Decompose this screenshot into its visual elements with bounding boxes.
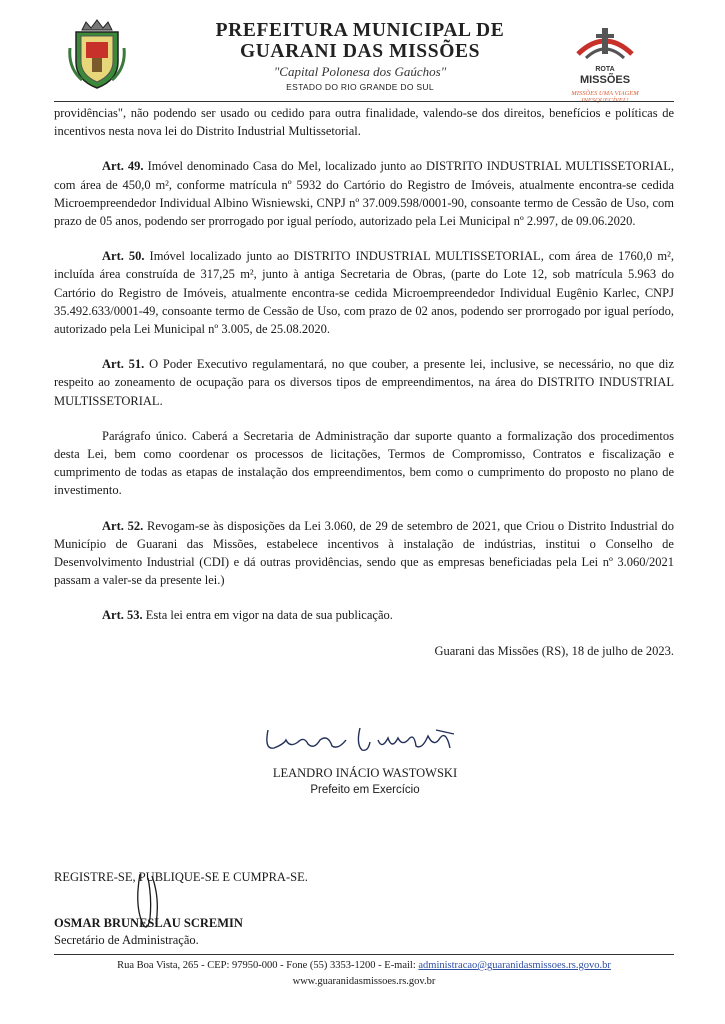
rota-slogan-line1: MISSÕES UMA VIAGEM xyxy=(571,90,639,97)
rota-label-large: MISSÕES xyxy=(579,74,631,86)
header-state: ESTADO DO RIO GRANDE DO SUL xyxy=(286,82,434,92)
mayor-signature-block xyxy=(250,722,480,799)
header-motto: "Capital Polonesa dos Gaúchos" xyxy=(273,64,447,79)
article-49-text: Imóvel denominado Casa do Mel, localizado junto ao DISTRITO INDUSTRIAL MULTISSETORIAL, com área de 450,0 m², conforme matrícula nº 5932 do Cartório do Registro de Imóveis, atualmente encontra-se cedida Microempreendedor Individual Albino Wisniewski, CNPJ nº 37.009.598/0001-90, consoante termo de Cessão de Uso, com prazo de 05 anos, podendo ser prorrogado por igual período, autorizado pela Lei Municipal nº 2.997, de 09.06.2020. xyxy=(54,159,674,229)
mayor-name: LEANDRO INÁCIO WASTOWSKI xyxy=(272,766,458,780)
place-and-date: Guarani das Missões (RS), 18 de julho de 2023. xyxy=(434,643,674,658)
article-51-label: Art. 51. xyxy=(102,357,145,372)
secretary-role: Secretário de Administração. xyxy=(54,933,199,947)
page-footer xyxy=(54,958,674,990)
article-49 xyxy=(54,157,674,230)
article-50-label: Art. 50. xyxy=(102,249,145,264)
header-divider xyxy=(54,101,674,102)
paragrafo-unico: Parágrafo único. Caberá a Secretaria de Administração dar suporte quanto a formalização dos procedimentos desta Lei, bem como coordenar os processos de licitações, Termos de Compromisso, Contratos e fiscalização e cumprimento de todas as etapas de instalação dos empreendimentos, bem como o cumprimento do proposto no plano de investimento. xyxy=(54,428,674,498)
registre-publique-cumpra: REGISTRE-SE, PUBLIQUE-SE E CUMPRA-SE. xyxy=(54,870,308,884)
header-title-line1: PREFEITURA MUNICIPAL DE xyxy=(215,20,505,41)
rota-missoes-emblem-icon xyxy=(560,22,650,66)
article-49-label: Art. 49. xyxy=(102,159,144,174)
article-52-label: Art. 52. xyxy=(102,518,144,533)
article-51 xyxy=(54,355,674,410)
article-53-label: Art. 53. xyxy=(102,608,143,623)
mayor-role: Prefeito em Exercício xyxy=(310,784,420,796)
article-50 xyxy=(54,247,674,338)
header-title-line2: GUARANI DAS MISSÕES xyxy=(239,41,481,62)
article-53-text: Esta lei entra em vigor na data de sua publicação. xyxy=(145,608,393,623)
document-body xyxy=(54,104,674,660)
article-50-text: Imóvel localizado junto ao DISTRITO INDUSTRIAL MULTISSETORIAL, com área de 1760,0 m², incluída área construída de 317,25 m², junto à antiga Secretaria de Obras, (parte do Lote 12, sob matrícula 5.963 do Cartório do Registro de Imóveis, atualmente encontra-se cedida Microempreendedor Individual Eugênio Karlec, CNPJ 35.492.633/0001-49, consoante termo de Cessão de Uso, com prazo de 02 anos, podendo ser prorrogado por igual período, autorizado pela Lei Municipal nº 3.005, de 25.08.2020. xyxy=(54,249,674,337)
footer-contact-line xyxy=(54,958,674,974)
footer-website[interactable]: www.guaranidasmissoes.rs.gov.br xyxy=(292,976,436,987)
footer-divider xyxy=(54,954,674,955)
rota-missoes-logo xyxy=(560,22,650,102)
article-52 xyxy=(54,517,674,590)
secretary-name: OSMAR BRUNESLAU SCREMIN xyxy=(54,916,243,930)
continuation-paragraph: providências", não podendo ser usado ou cedido para outra finalidade, valendo-se dos direitos, benefícios e políticas de incentivos nesta nova lei do Distrito Industrial Multissetorial. xyxy=(54,106,674,139)
handwritten-signature xyxy=(250,722,480,756)
municipal-crest-logo xyxy=(68,18,126,90)
article-52-text: Revogam-se às disposições da Lei 3.060, de 29 de setembro de 2021, que Criou o Distrito Industrial do Município de Guarani das Missões, estabelece incentivos à instalação de indústrias, institui o Conselho de Desenvolvimento Industrial (CDI) e dá outras providências, sendo que as empresas beneficiadas pela Lei nº 3.060/2021 passam a valer-se da presente lei.) xyxy=(54,518,674,588)
footer-address: Rua Boa Vista, 265 - CEP: 97950-000 - Fone (55) 3353-1200 - E-mail: xyxy=(117,960,419,971)
article-53 xyxy=(54,606,674,624)
article-51-text: O Poder Executivo regulamentará, no que couber, a presente lei, inclusive, se necessário, no que diz respeito ao zoneamento de ocupação para os diversos tipos de empreendimentos, na área do DISTRITO INDUSTRIAL MULTISSETORIAL. xyxy=(54,357,675,408)
footer-email-link[interactable]: administracao@guaranidasmissoes.rs.govo.br xyxy=(418,960,611,971)
rota-slogan-line2: INESQUECÍVEL! xyxy=(581,97,629,104)
rota-label-small: ROTA xyxy=(595,66,615,73)
